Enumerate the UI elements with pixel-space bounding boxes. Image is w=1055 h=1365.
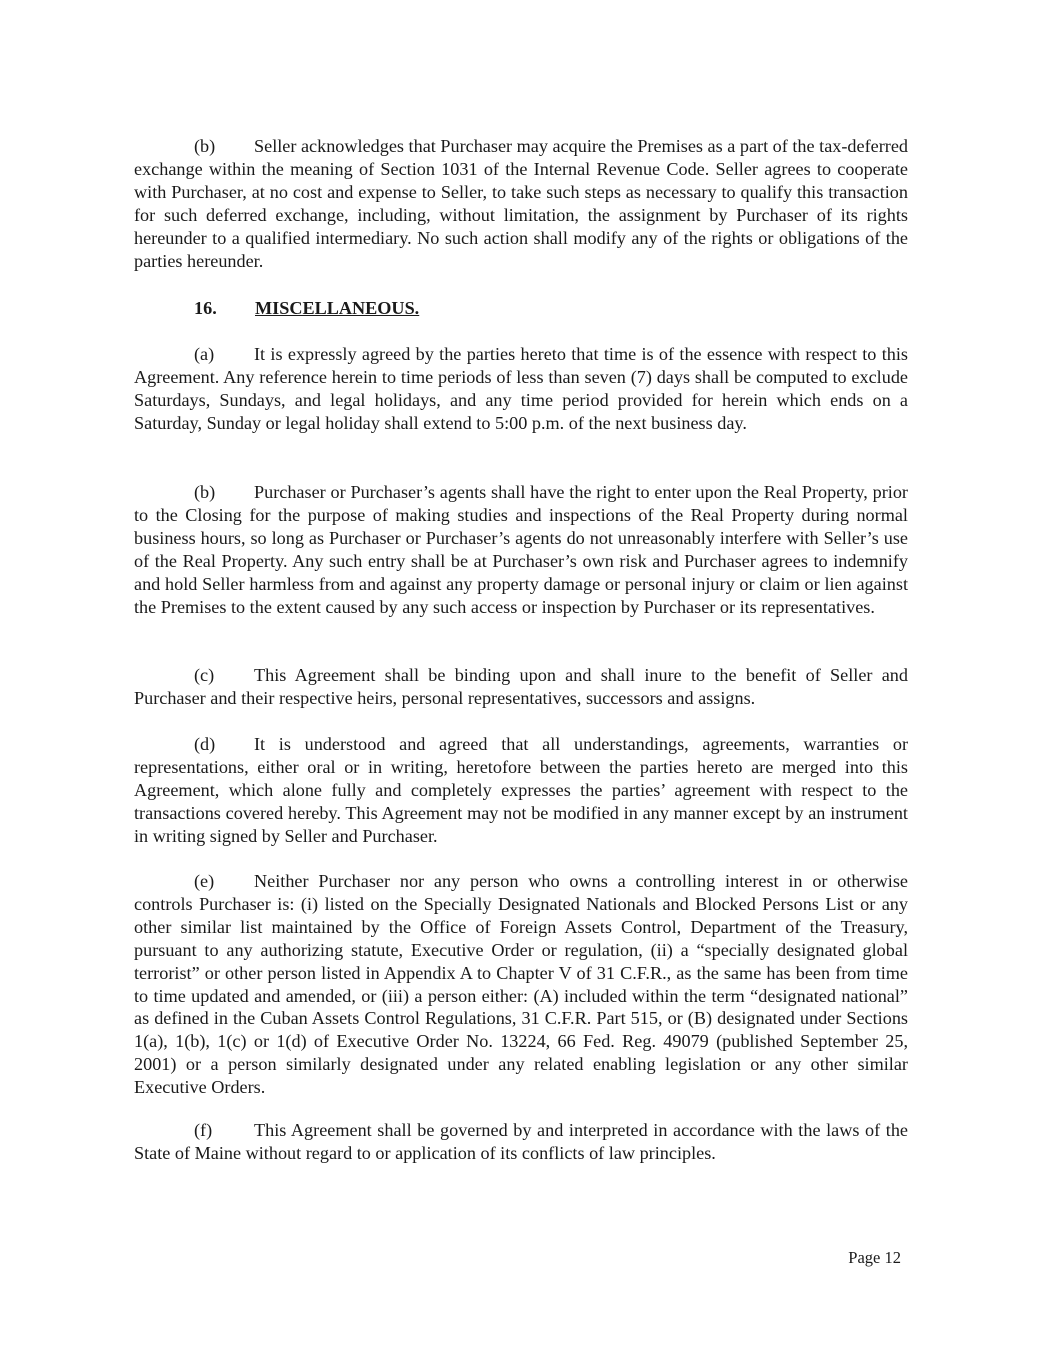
paragraph-15b (134, 135, 908, 272)
paragraph-text: This Agreement shall be binding upon and shall inure to the benefit of Seller and Purchaser and their respective heirs, personal representatives, successors and assigns. (134, 665, 908, 708)
paragraph-label: (b) (194, 136, 216, 156)
paragraph-text: Neither Purchaser nor any person who owns a controlling interest in or otherwise controls Purchaser is: (i) listed on the Specially Designated Nationals and Blocked Persons List or any other similar list maintained by the Office of Foreign Assets Control, Department of the Treasury, pursuant to any authorizing statute, Executive Order or regulation, (ii) a “specially designated global terrorist” or other person listed in Appendix A to Chapter V of 31 C.F.R., as the same has been from time to time updated and amended, or (iii) a person either: (A) included within the term “designated national” as defined in the Cuban Assets Control Regulations, 31 C.F.R. Part 515, or (B) designated under Sections 1(a), 1(b), 1(c) or 1(d) of Executive Order No. 13224, 66 Fed. Reg. 49079 (published September 25, 2001) or a person similarly designated under any related enabling legislation or any other similar Executive Orders. (134, 871, 908, 1098)
paragraph-label: (a) (194, 344, 215, 364)
paragraph-label: (b) (194, 482, 216, 502)
section-title: MISCELLANEOUS. (255, 298, 420, 318)
paragraph-label: (f) (194, 1120, 213, 1140)
paragraph-text: Purchaser or Purchaser’s agents shall have the right to enter upon the Real Property, prior to the Closing for the purpose of making studies and inspections of the Real Property during normal business hours, so long as Purchaser or Purchaser’s agents do not unreasonably interfere with Seller’s use of the Real Property. Any such entry shall be at Purchaser’s own risk and Purchaser agrees to indemnify and hold Seller harmless from and against any property damage or personal injury or claim or lien against the Premises to the extent caused by any such access or inspection by Purchaser or its representatives. (134, 482, 908, 617)
page-number: Page 12 (848, 1248, 901, 1267)
paragraph-text: It is expressly agreed by the parties hereto that time is of the essence with respect to this Agreement. Any reference herein to time periods of less than seven (7) days shall be computed to exclude Saturdays, Sundays, and legal holidays, and any time period provided for herein which ends on a Saturday, Sunday or legal holiday shall extend to 5:00 p.m. of the next business day. (134, 344, 908, 433)
paragraph-16b (134, 481, 908, 618)
section-heading (194, 297, 419, 320)
paragraph-16d (134, 733, 908, 848)
paragraph-text: It is understood and agreed that all understandings, agreements, warranties or representations, either oral or in writing, heretofore between the parties hereto are merged into this Agreement, which alone fully and completely expresses the parties’ agreement with respect to the transactions covered hereby. This Agreement may not be modified in any manner except by an instrument in writing signed by Seller and Purchaser. (134, 734, 908, 846)
paragraph-16f (134, 1119, 908, 1165)
paragraph-text: This Agreement shall be governed by and interpreted in accordance with the laws of the State of Maine without regard to or application of its conflicts of law principles. (134, 1120, 908, 1163)
paragraph-label: (c) (194, 665, 215, 685)
paragraph-label: (d) (194, 734, 216, 754)
paragraph-16e (134, 870, 908, 1099)
paragraph-16c (134, 664, 908, 710)
section-number: 16. (194, 298, 217, 318)
paragraph-label: (e) (194, 871, 215, 891)
paragraph-text: Seller acknowledges that Purchaser may acquire the Premises as a part of the tax-deferred exchange within the meaning of Section 1031 of the Internal Revenue Code. Seller agrees to cooperate with Purchaser, at no cost and expense to Seller, to take such steps as necessary to qualify this transaction for such deferred exchange, including, without limitation, the assignment by Purchaser of its rights hereunder to a qualified intermediary. No such action shall modify any of the rights or obligations of the parties hereunder. (134, 136, 908, 271)
paragraph-16a (134, 343, 908, 435)
